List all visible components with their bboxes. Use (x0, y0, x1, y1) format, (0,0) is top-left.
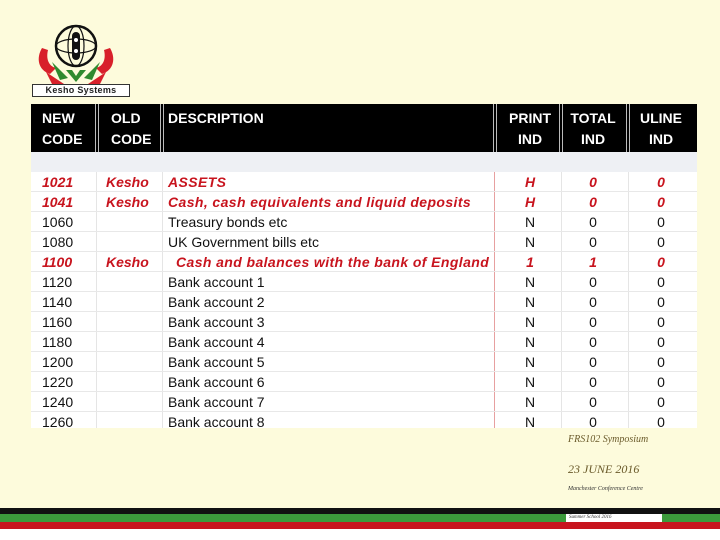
table-row (31, 212, 697, 232)
header-description (168, 104, 368, 152)
table-row (31, 272, 697, 292)
cell-uline-ind: 0 (657, 294, 665, 310)
header-old-code-line2: CODE (111, 131, 152, 147)
cell-total-ind: 0 (589, 354, 597, 370)
table-row (31, 412, 697, 428)
header-separator (160, 104, 164, 152)
footer-band-red (0, 522, 720, 529)
header-separator (559, 104, 563, 152)
cell-description: Bank account 3 (168, 314, 265, 330)
cell-description: Bank account 8 (168, 414, 265, 428)
cell-print-ind: 1 (526, 254, 534, 270)
cell-new-code: 1100 (42, 254, 73, 270)
cell-total-ind: 1 (589, 254, 597, 270)
cell-old-code (106, 332, 160, 352)
cell-old-code: Kesho (106, 194, 149, 210)
header-separator (95, 104, 99, 152)
header-total-ind (565, 104, 621, 152)
header-uline-ind-line2: IND (648, 131, 674, 147)
cell-new-code: 1060 (42, 214, 74, 230)
header-old-code-line1: OLD (111, 110, 141, 126)
header-print-ind-line2: IND (517, 131, 543, 147)
header-print-ind-line1: PRINT (509, 110, 551, 126)
header-print-ind (505, 104, 555, 152)
cell-old-code (106, 352, 160, 372)
table-header (31, 104, 697, 152)
cell-description: Bank account 4 (168, 334, 265, 350)
cell-old-code (106, 392, 160, 412)
cell-total-ind: 0 (589, 294, 597, 310)
table-row (31, 232, 697, 252)
cell-uline-ind: 0 (657, 174, 665, 190)
cell-print-ind: N (524, 314, 536, 330)
cell-uline-ind: 0 (657, 414, 665, 428)
cell-new-code: 1120 (42, 274, 73, 290)
cell-description: Bank account 6 (168, 374, 265, 390)
header-total-ind-line2: IND (580, 131, 606, 147)
cell-uline-ind: 0 (657, 194, 665, 210)
cell-uline-ind: 0 (657, 234, 665, 250)
cell-total-ind: 0 (589, 274, 597, 290)
cell-uline-ind: 0 (657, 314, 665, 330)
chart-of-accounts-table (31, 104, 697, 428)
cell-print-ind: H (524, 194, 536, 210)
header-uline-ind (633, 104, 689, 152)
cell-description: Bank account 2 (168, 294, 265, 310)
cell-old-code (106, 292, 160, 312)
cell-total-ind: 0 (589, 174, 597, 190)
cell-description: Bank account 1 (168, 274, 265, 290)
cell-new-code: 1260 (42, 414, 74, 428)
cell-total-ind: 0 (589, 394, 597, 410)
header-total-ind-line1: TOTAL (570, 110, 616, 126)
cell-description: Bank account 7 (168, 394, 265, 410)
cell-description: Cash and balances with the bank of England (176, 254, 490, 270)
table-row (31, 252, 697, 272)
cell-total-ind: 0 (589, 234, 597, 250)
cell-description: Bank account 5 (168, 354, 265, 370)
cell-total-ind: 0 (589, 334, 597, 350)
cell-print-ind: N (524, 354, 536, 370)
cell-new-code: 1180 (42, 334, 73, 350)
cell-old-code (106, 372, 160, 392)
logo-wordmark: Kesho Systems (32, 84, 130, 97)
cell-uline-ind: 0 (657, 354, 665, 370)
cell-print-ind: N (524, 374, 536, 390)
cell-print-ind: N (524, 294, 536, 310)
header-uline-ind-line1: ULINE (640, 110, 682, 126)
cell-print-ind: H (524, 174, 536, 190)
cell-uline-ind: 0 (657, 334, 665, 350)
event-date: 23 JUNE 2016 (568, 462, 640, 476)
cell-new-code: 1240 (42, 394, 74, 410)
cell-old-code (106, 412, 160, 428)
cell-old-code (106, 272, 160, 292)
cell-total-ind: 0 (589, 214, 597, 230)
table-row (31, 392, 697, 412)
footer-band-white (0, 529, 720, 540)
cell-print-ind: N (524, 414, 536, 428)
cell-old-code: Kesho (106, 254, 149, 270)
cell-description: Cash, cash equivalents and liquid deposits (168, 194, 472, 210)
header-spacer-strip (31, 152, 697, 172)
table-row (31, 352, 697, 372)
cell-total-ind: 0 (589, 314, 597, 330)
cell-new-code: 1160 (42, 314, 73, 330)
table-row (31, 192, 697, 212)
cell-old-code (106, 212, 160, 232)
header-separator (493, 104, 497, 152)
cell-uline-ind: 0 (657, 274, 665, 290)
cell-new-code: 1200 (42, 354, 74, 370)
cell-uline-ind: 0 (657, 374, 665, 390)
footer-band-label: Summer School 2016 (566, 514, 662, 522)
event-name: FRS102 Symposium (568, 434, 649, 445)
cell-print-ind: N (524, 234, 536, 250)
cell-print-ind: N (524, 274, 536, 290)
cell-total-ind: 0 (589, 194, 597, 210)
cell-old-code (106, 312, 160, 332)
cell-print-ind: N (524, 334, 536, 350)
cell-description: ASSETS (168, 174, 227, 190)
cell-new-code: 1041 (42, 194, 74, 210)
cell-old-code: Kesho (106, 174, 149, 190)
table-row (31, 332, 697, 352)
header-description-line1: DESCRIPTION (168, 110, 264, 126)
table-row (31, 292, 697, 312)
cell-print-ind: N (524, 214, 536, 230)
cell-new-code: 1220 (42, 374, 74, 390)
cell-description: Treasury bonds etc (168, 214, 288, 230)
table-row (31, 172, 697, 192)
cell-total-ind: 0 (589, 374, 597, 390)
header-separator (626, 104, 630, 152)
cell-new-code: 1080 (42, 234, 74, 250)
cell-new-code: 1021 (42, 174, 74, 190)
cell-uline-ind: 0 (657, 254, 665, 270)
header-new-code-line1: NEW (42, 110, 75, 126)
event-venue: Manchester Conference Centre (568, 486, 643, 492)
cell-total-ind: 0 (589, 414, 597, 428)
header-new-code (42, 104, 102, 152)
cell-description: UK Government bills etc (168, 234, 319, 250)
cell-uline-ind: 0 (657, 394, 665, 410)
header-new-code-line2: CODE (42, 131, 83, 147)
table-row (31, 372, 697, 392)
cell-old-code (106, 232, 160, 252)
cell-print-ind: N (524, 394, 536, 410)
cell-uline-ind: 0 (657, 214, 665, 230)
table-row (31, 312, 697, 332)
cell-new-code: 1140 (42, 294, 73, 310)
